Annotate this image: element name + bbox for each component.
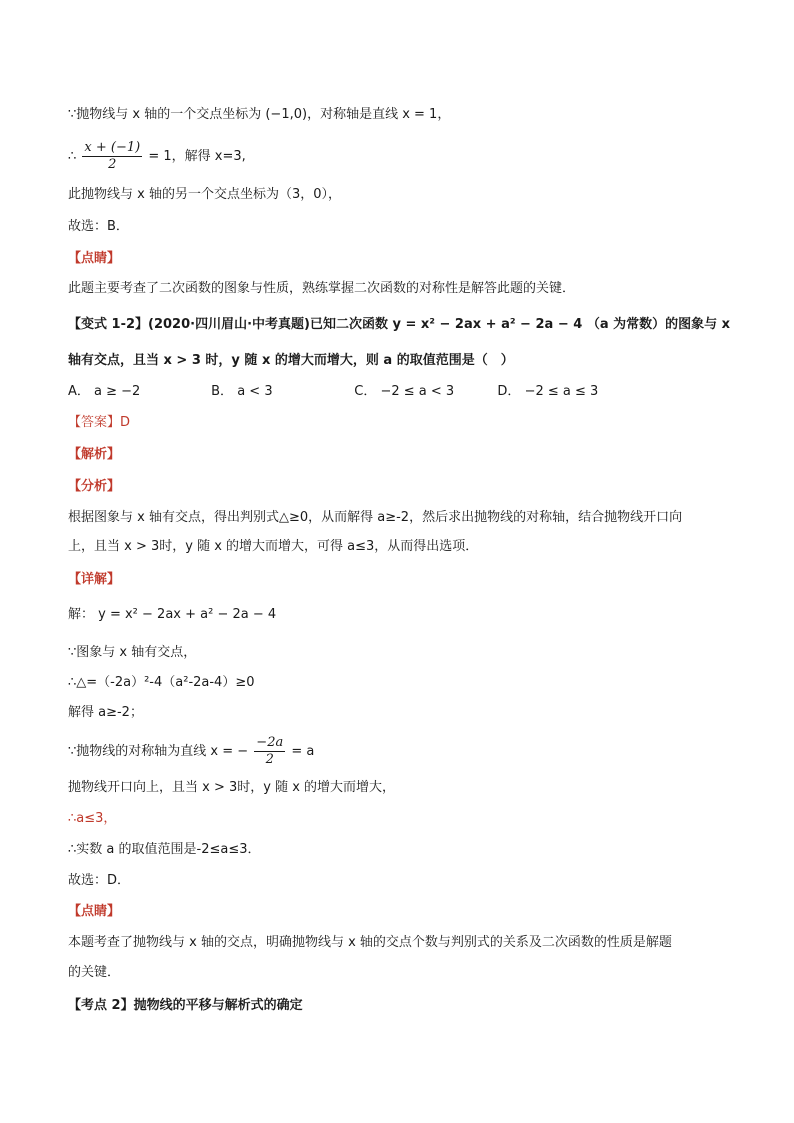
axis-result: = a: [291, 744, 315, 759]
equation-result: = 1，解得 x=3,: [148, 149, 246, 164]
problem-statement-line1: 【变式 1-2】(2020·四川眉山·中考真题)已知二次函数 y = x² − 2ax + a² − 2a − 4 （a 为常数）的图象与 x: [68, 317, 731, 332]
axis-of-symmetry-line: [68, 735, 314, 768]
axis-text: ∵抛物线的对称轴为直线 x = −: [68, 744, 249, 759]
fraction-denominator: 2: [265, 752, 274, 767]
section-heading-analysis: 【解析】: [68, 447, 121, 462]
answer-options: [68, 383, 598, 401]
solution-line-opening: 抛物线开口向上，且当 x > 3时，y 随 x 的增大而增大，: [68, 780, 396, 795]
option-b: B． a < 3: [211, 384, 273, 399]
fraction: [82, 140, 142, 173]
solution-line-a-upper: ∴a≤3，: [68, 811, 117, 826]
fraction-numerator: −2a: [256, 735, 284, 750]
section-heading-key-point: 【点睛】: [68, 251, 121, 266]
option-d: D． −2 ≤ a ≤ 3: [497, 384, 599, 399]
section-heading-key-point-2: 【点睛】: [68, 904, 121, 919]
solution-line-intersect: ∵图象与 x 轴有交点，: [68, 645, 197, 660]
option-c: C． −2 ≤ a < 3: [354, 384, 455, 399]
answer-line: 【答案】D: [68, 415, 131, 430]
solution-line-function: 解： y = x² − 2ax + a² − 2a − 4: [68, 607, 277, 622]
solution-line-range: ∴实数 a 的取值范围是-2≤a≤3．: [68, 842, 261, 857]
text-line-other-intersection: 此抛物线与 x 轴的另一个交点坐标为（3，0），: [68, 187, 342, 202]
section-heading-detail: 【详解】: [68, 572, 121, 587]
therefore-symbol: ∴: [68, 149, 77, 164]
text-line-choice-b: 故选：B．: [68, 219, 129, 234]
option-a: A． a ≥ −2: [68, 384, 141, 399]
text-line-summary: 此题主要考查了二次函数的图象与性质，熟练掌握二次函数的对称性是解答此题的关键．: [68, 281, 576, 296]
solution-line-discriminant: ∴△=（-2a）²-4（a²-2a-4）≥0: [68, 675, 255, 690]
text-line-axis-intersection: ∵抛物线与 x 轴的一个交点坐标为 (−1,0)，对称轴是直线 x = 1，: [68, 107, 451, 122]
fraction-numerator: x + (−1): [84, 140, 141, 155]
fraction-denominator: 2: [108, 157, 117, 172]
analysis-line1: 根据图象与 x 轴有交点，得出判别式△≥0，从而解得 a≥-2，然后求出抛物线的对称轴，结合抛物线开口向: [68, 510, 683, 525]
fraction: [254, 735, 285, 768]
problem-statement-line2: 轴有交点，且当 x > 3 时，y 随 x 的增大而增大，则 a 的取值范围是（ ）: [68, 353, 514, 368]
summary-line1: 本题考查了抛物线与 x 轴的交点，明确抛物线与 x 轴的交点个数与判别式的关系及二次函数的性质是解题: [68, 935, 672, 950]
fraction-equation-line: [68, 140, 246, 173]
section-heading-fenxi: 【分析】: [68, 479, 121, 494]
section-heading-topic-2: 【考点 2】抛物线的平移与解析式的确定: [68, 998, 303, 1013]
solution-line-a-range-lower: 解得 a≥-2；: [68, 705, 143, 720]
solution-line-choice-d: 故选：D．: [68, 873, 131, 888]
summary-line2: 的关键．: [68, 965, 121, 980]
analysis-line2: 上，且当 x > 3时，y 随 x 的增大而增大，可得 a≤3，从而得出选项．: [68, 539, 479, 554]
